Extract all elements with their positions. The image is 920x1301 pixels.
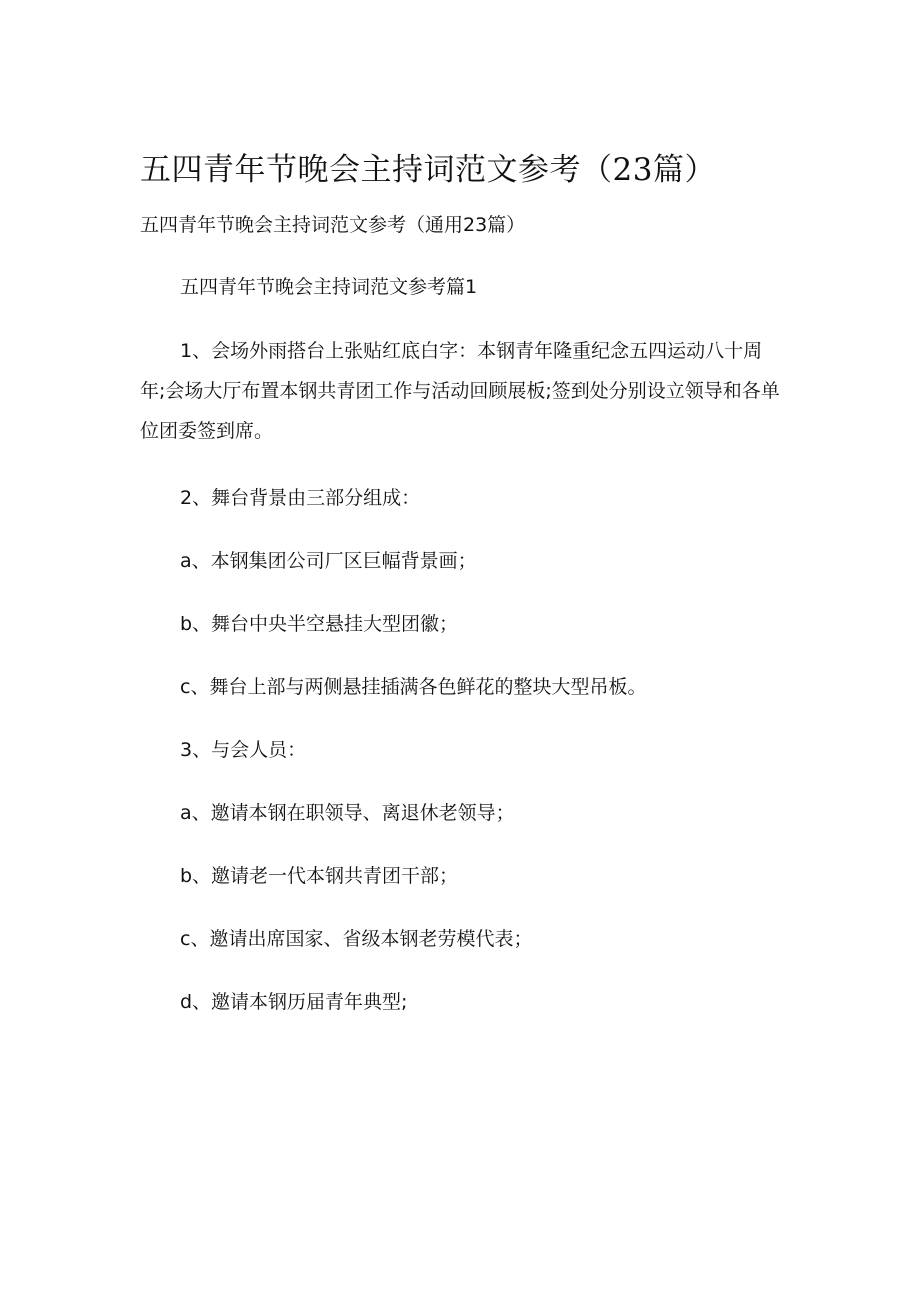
paragraph-3d: d、邀请本钢历届青年典型; <box>180 991 408 1013</box>
paragraph-2a: a、本钢集团公司厂区巨幅背景画； <box>180 550 477 572</box>
document-title: 五四青年节晚会主持词范文参考（23篇） <box>140 152 716 188</box>
document-body <box>140 272 780 1050</box>
section-heading: 五四青年节晚会主持词范文参考篇1 <box>180 276 478 298</box>
paragraph-2: 2、舞台背景由三部分组成： <box>180 487 421 509</box>
paragraph-3: 3、与会人员： <box>180 739 307 761</box>
paragraph-3a: a、邀请本钢在职领导、离退休老领导； <box>180 802 515 824</box>
paragraph-1: 1、会场外雨搭台上张贴红底白字：本钢青年隆重纪念五四运动八十周年;会场大厅布置本钢共青团工作与活动回顾展板;签到处分别设立领导和各单位团委签到席。 <box>140 340 780 442</box>
paragraph-2b: b、舞台中央半空悬挂大型团徽； <box>180 613 459 635</box>
paragraph-3b: b、邀请老一代本钢共青团干部； <box>180 865 459 887</box>
document-subtitle: 五四青年节晚会主持词范文参考（通用23篇） <box>140 214 526 236</box>
paragraph-2c: c、舞台上部与两侧悬挂插满各色鲜花的整块大型吊板。 <box>180 676 647 698</box>
paragraph-3c: c、邀请出席国家、省级本钢老劳模代表； <box>180 928 533 950</box>
